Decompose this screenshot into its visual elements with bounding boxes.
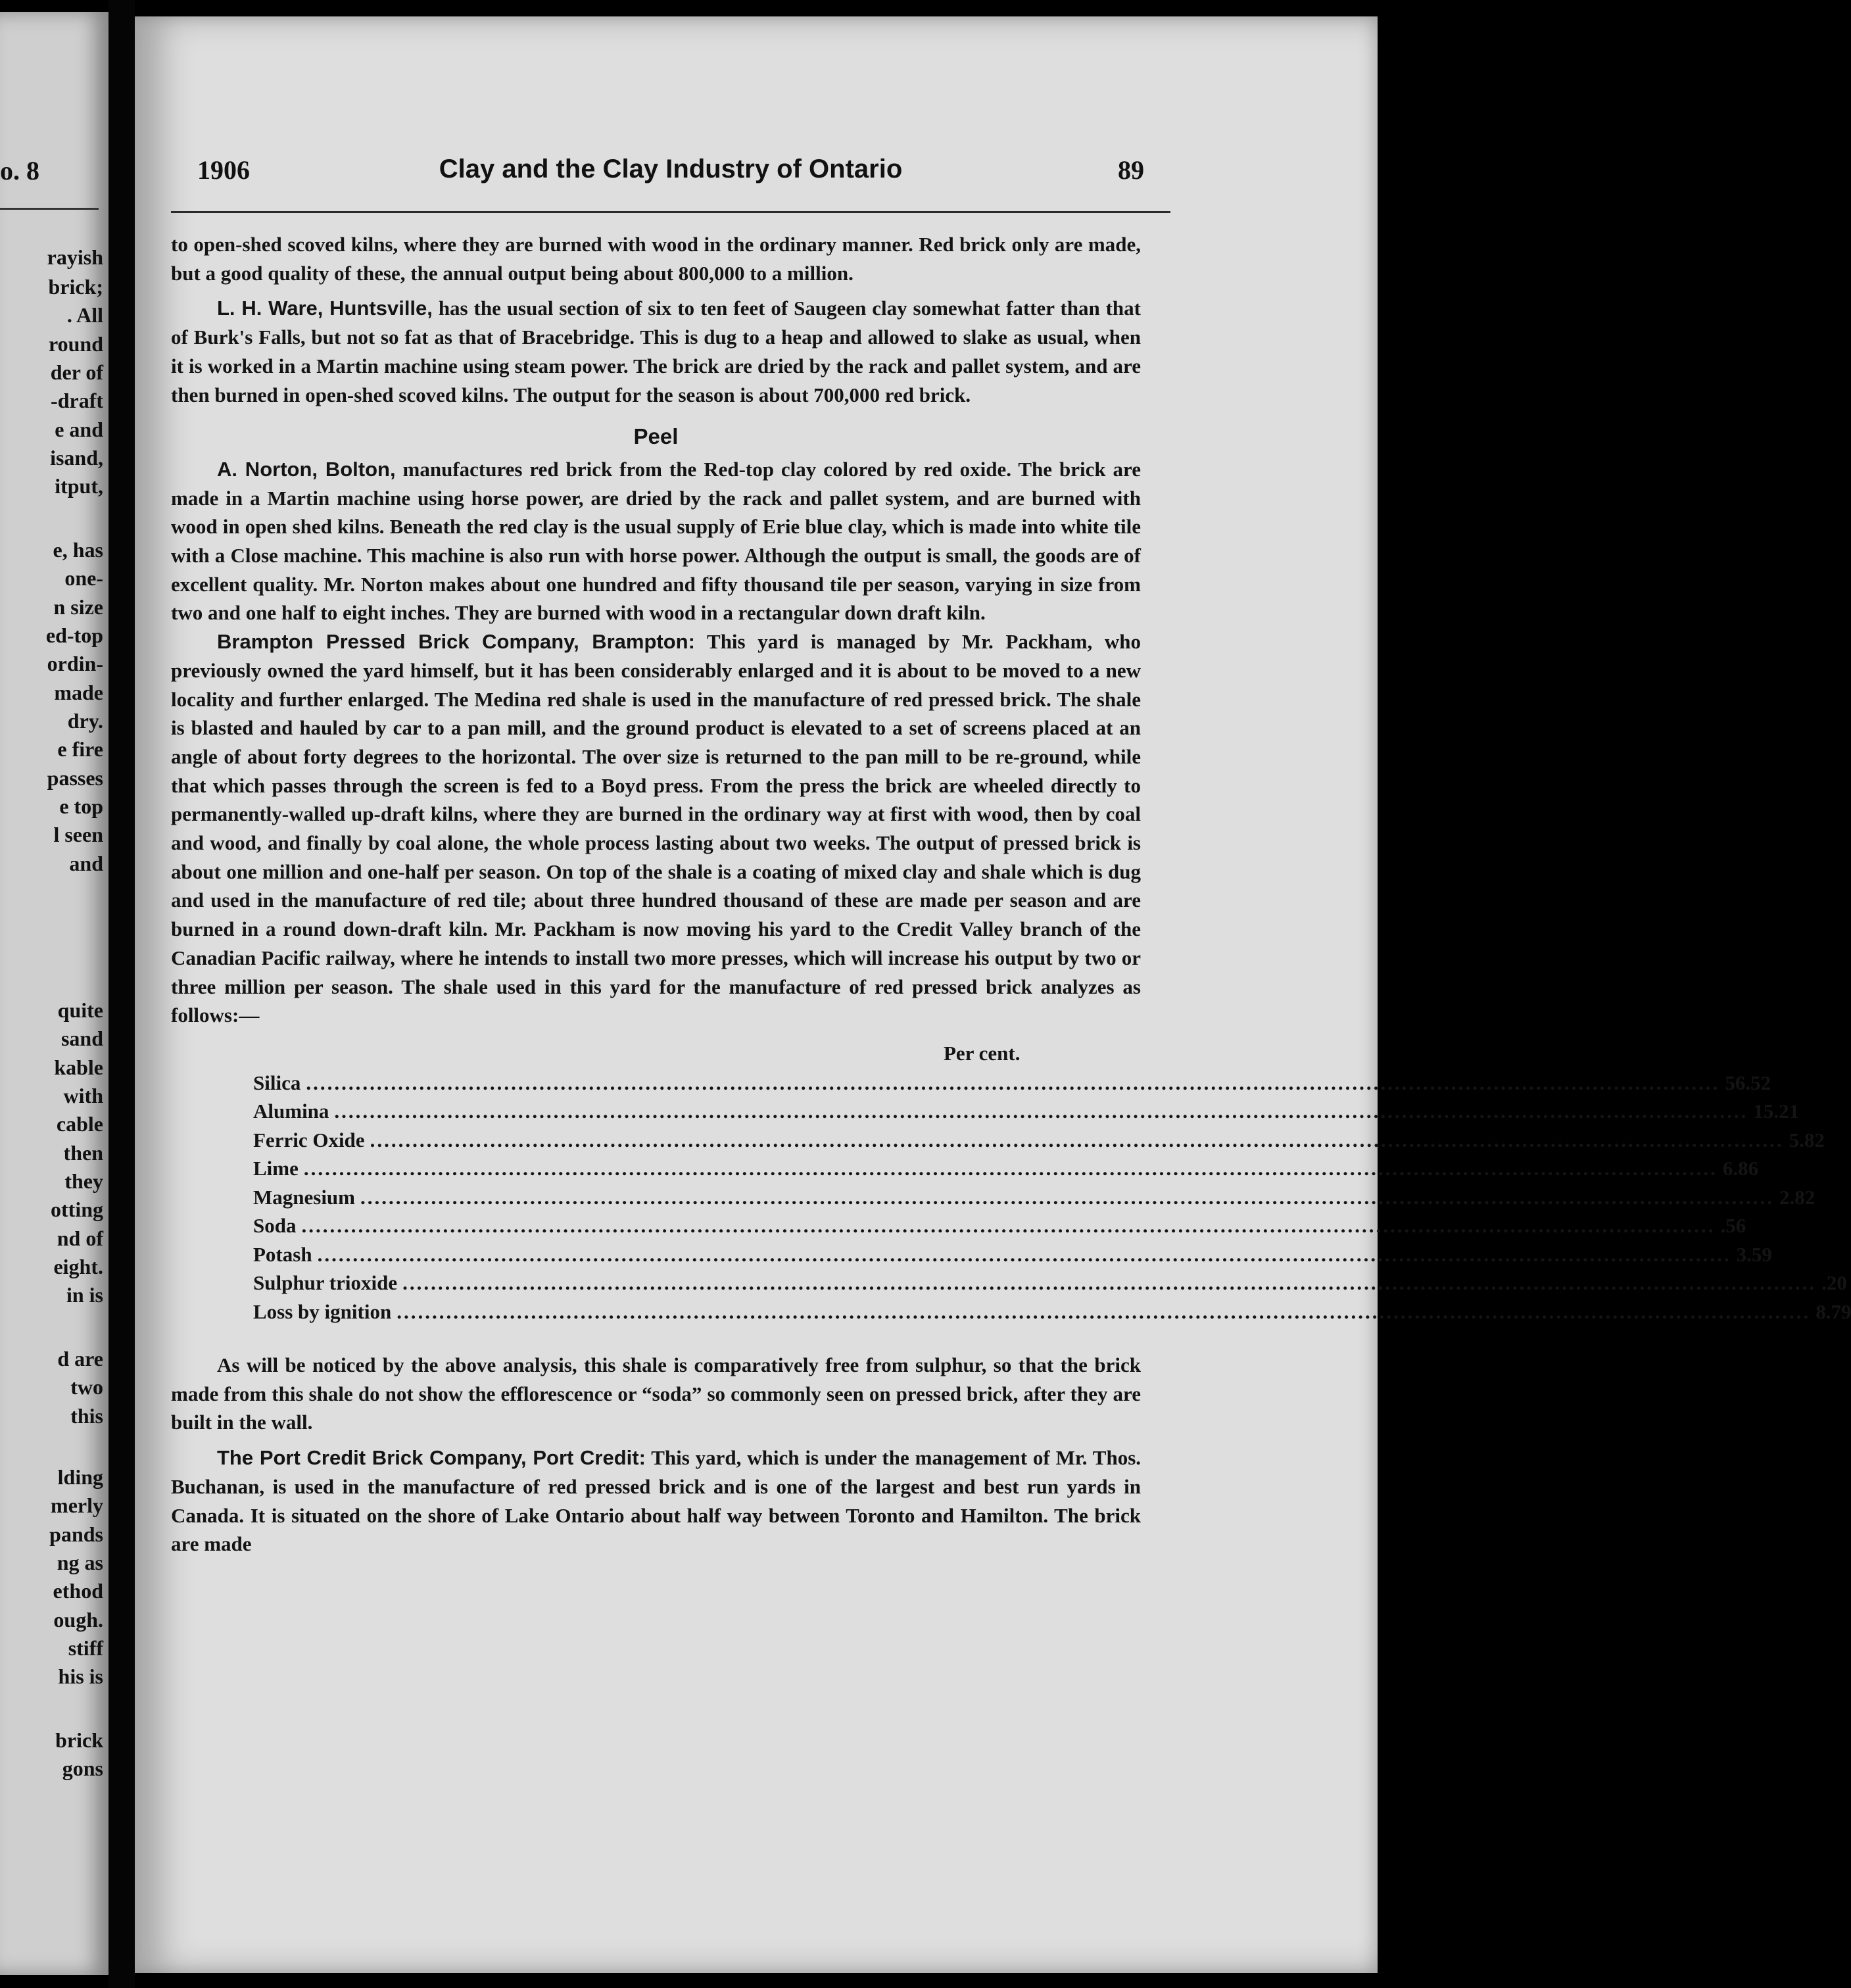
leader-dots: ........................................................................................................................................................................................................ [370,1128,1784,1152]
left-page-fragment-line: his is [58,1664,103,1688]
left-page-rule [0,208,99,210]
leader-dots: ........................................................................................................................................................................................................ [360,1185,1774,1209]
leader-dots: ........................................................................................................................................................................................................ [303,1157,1718,1180]
row-value: 2.82 [1779,1185,1815,1209]
row-value: 56.52 [1725,1071,1771,1094]
table-row [253,1069,1771,1097]
left-page-fragment-line: e, has [53,538,103,562]
table-row [253,1269,1847,1297]
left-page-fragment-line: otting [51,1198,103,1221]
paragraph-port-credit-text: This yard, which is under the management of Mr. Thos. Buchanan, is used in the manufacture of red pressed brick and is one of the largest and best run yards in Canada. It is situated on the shore of Lake Ontario about half way between Toronto and Hamilton. The brick are made [171,1446,1142,1556]
row-value: 3.59 [1736,1242,1772,1266]
company-name-port-credit: The Port Credit Brick Company, Port Credit: [217,1446,646,1470]
left-page-fragment-line: n size [53,595,103,619]
left-page-fragment-line: rayish [47,245,103,269]
left-page-fragment-line: e fire [57,737,103,761]
left-page-fragment-line: itput, [55,474,103,498]
book-page [135,16,1851,1973]
row-label: Alumina [253,1100,329,1123]
row-label: Sulphur trioxide [253,1271,398,1295]
left-page-fragment-line: ethod [53,1579,103,1603]
left-page-fragment-line: ng as [57,1551,103,1574]
row-value: .20 [1821,1271,1847,1295]
left-page-fragment-line: kable [54,1055,103,1079]
paragraph-ware [171,294,1141,409]
section-heading-peel: Peel [633,424,679,449]
row-label: Potash [253,1242,312,1266]
paragraph-analysis-note: As will be noticed by the above analysis, this shale is comparatively free from sulphur, so that the brick made from this shale do not show the efflorescence or “soda” so commonly seen on pressed brick, after they are built in the wall. [171,1353,1141,1434]
company-name-ware: L. H. Ware, Huntsville, [217,297,433,320]
leader-dots: ........................................................................................................................................................................................................ [317,1242,1731,1266]
shale-analysis-table [171,1039,1851,1342]
left-page-fragment-line: two [70,1375,103,1399]
company-name-norton: A. Norton, Bolton, [217,457,396,481]
left-page-fragment-line: l seen [53,823,103,846]
page-body [171,230,1851,1559]
row-label: Lime [253,1157,299,1180]
paragraph-ware-text: has the usual section of six to ten feet of Saugeen clay somewhat fatter than that of Burk's Falls, but not so fat as that of Bracebridge. This is dug to a heap and allowed to slake as usual, when it is worked in a Martin machine using steam power. The brick are dried by the rack and pallet system, and are then burned in open-shed scoved kilns. The output for the season is about 700,000 red brick. [171,297,1141,406]
left-page-fragment-line: nd of [57,1226,103,1250]
left-page-fragment [0,12,108,1975]
row-label: Silica [253,1071,301,1094]
left-page-fragment-line: merly [51,1493,103,1517]
left-page-fragment-line: this [70,1404,103,1428]
leader-dots: ........................................................................................................................................................................................................ [306,1071,1720,1094]
table-header-per-cent: Per cent. [944,1041,1021,1065]
left-page-fragment-line: sand [60,1027,103,1050]
paragraph-norton-text: manufactures red brick from the Red-top clay colored by red oxide. The brick are made in a Martin machine using horse power, are dried by the rack and pallet system, and are burned with wood in open shed kilns. Beneath the red clay is the usual supply of Erie blue clay, which is made into white tile with a Close machine. This machine is also run with horse power. Although the output is small, the goods are of excellent quality. Mr. Norton makes about one hundred and fifty thousand tile per season, varying in size from two and one half to eight inches. They are burned with wood in a rectangular down draft kiln. [171,457,1141,625]
left-page-fragment-line: pands [49,1522,103,1546]
left-page-fragment-line: made [54,681,103,704]
left-page-fragment-line: then [63,1141,103,1165]
row-value: 5.82 [1789,1128,1825,1152]
left-page-fragment-line: stiff [68,1636,103,1660]
left-page-fragment-line: . All [66,303,103,327]
left-page-fragment-line: ough. [53,1608,103,1632]
paragraph-norton [171,455,1141,627]
left-page-fragment-line: e and [55,418,103,441]
left-page-fragment-line: der of [50,360,103,384]
left-page-fragment-line: one- [64,566,103,590]
left-page-fragment-line: isand, [50,446,103,470]
left-page-fragment-line: quite [57,998,103,1022]
row-label: Loss by ignition [253,1299,392,1323]
table-row [253,1154,1759,1182]
row-value: 15.21 [1753,1100,1800,1123]
book-gutter [108,0,135,1988]
header-rule [171,211,1170,213]
left-page-fragment-line: they [64,1169,103,1193]
left-page-fragment-line: lding [57,1465,103,1489]
page-number: 89 [1118,155,1144,185]
left-page-fragment-line: eight. [53,1255,103,1278]
left-page-fragment-line: brick; [48,275,103,299]
left-page-fragment-line: gons [62,1757,103,1780]
left-page-fragment-line: with [63,1084,103,1107]
left-page-fragment-line: passes [47,766,103,790]
row-value: 8.79 [1815,1299,1851,1323]
header-title: Clay and the Clay Industry of Ontario [439,155,903,183]
paragraph-continuation: to open-shed scoved kilns, where they are burned with wood in the ordinary manner. Red brick only are made, but a good quality of these, the annual output being about 800,000 to a million. [171,233,1141,285]
left-page-fragment-line: cable [56,1112,103,1136]
left-page-fragment-line: brick [55,1728,103,1752]
left-page-fragment-line: round [48,332,103,356]
row-label: Ferric Oxide [253,1128,365,1152]
left-page-fragment-line: d are [57,1347,103,1370]
paragraph-port-credit [171,1443,1141,1559]
table-row [253,1183,1815,1211]
table-row [253,1240,1772,1269]
leader-dots: ........................................................................................................................................................................................................ [301,1214,1716,1238]
table-row [253,1211,1746,1240]
left-page-fragment-line: -draft [51,389,103,412]
table-row [253,1126,1825,1154]
running-header [197,155,1144,194]
row-label: Soda [253,1214,297,1238]
leader-dots: ........................................................................................................................................................................................................ [402,1271,1817,1295]
table-row [253,1297,1851,1326]
left-page-fragment-line: in is [66,1283,103,1307]
left-page-fragment-line: dry. [67,709,103,733]
table-row [253,1097,1800,1125]
left-page-header: o. 8 [0,156,39,185]
leader-dots: ........................................................................................................................................................................................................ [397,1299,1811,1323]
paragraph-brampton [171,627,1141,1030]
row-value: .56 [1720,1214,1746,1238]
left-page-fragment-line: ed-top [45,623,103,647]
header-year: 1906 [197,155,250,185]
row-label: Magnesium [253,1185,355,1209]
left-page-fragment-line: ordin- [47,652,103,675]
left-page-fragment-line: e top [59,794,103,818]
paragraph-brampton-text: This yard is managed by Mr. Packham, who previously owned the yard himself, but it has been considerably enlarged and it is about to be moved to a new locality and further enlarged. The Medina red shale is used in the manufacture of red pressed brick. The shale is blasted and hauled by car to a pan mill, and the ground product is elevated to a set of screens placed at an angle of about forty degrees to the horizontal. The over size is returned to the pan mill to be re-ground, while that which passes through the screen is fed to a Boyd press. From the press the brick are wheeled directly to permanently-walled up-draft kilns, where they are burned in the ordinary way at first with wood, then by coal and wood, and finally by coal alone, the whole process lasting about two weeks. The output of pressed brick is about one million and one-half per season. On top of the shale is a coating of mixed clay and shale which is dug and used in the manufacture of red tile; about three hundred thousand of these are made per season and are burned in a round down-draft kiln. Mr. Packham is now moving his yard to the Credit Valley branch of the Canadian Pacific railway, where he intends to install two more presses, which will increase his output by two or three million per season. The shale used in this yard for the manufacture of red pressed brick analyzes as follows:— [171,630,1141,1027]
left-page-fragment-line: and [69,852,103,875]
leader-dots: ........................................................................................................................................................................................................ [334,1100,1748,1123]
row-value: 6.86 [1722,1157,1759,1180]
company-name-brampton: Brampton Pressed Brick Company, Brampton: [217,630,695,654]
